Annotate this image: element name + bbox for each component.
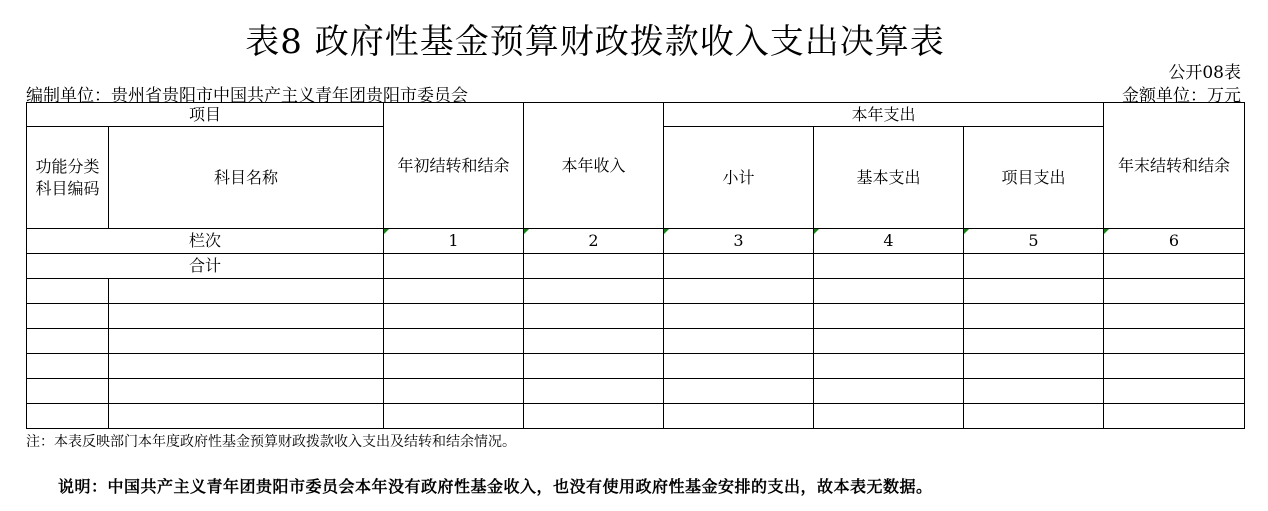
table-cell <box>109 354 384 379</box>
table-cell <box>814 379 964 404</box>
table-cell <box>384 379 524 404</box>
table-row <box>27 329 1245 354</box>
header-income: 本年收入 <box>524 103 664 229</box>
header-basic-expense: 基本支出 <box>814 127 964 229</box>
table-cell <box>964 329 1104 354</box>
total-row <box>27 254 1245 279</box>
table-cell <box>1104 279 1245 304</box>
table-cell <box>524 254 664 279</box>
table-cell <box>384 354 524 379</box>
row-index-cell: 6 <box>1104 229 1245 254</box>
table-cell <box>384 254 524 279</box>
table-cell <box>664 404 814 429</box>
table-cell <box>109 379 384 404</box>
table-cell <box>109 329 384 354</box>
table-cell <box>1104 379 1245 404</box>
table-cell <box>109 404 384 429</box>
table-cell <box>664 354 814 379</box>
header-func-code: 功能分类科目编码 <box>27 127 109 229</box>
table-cell <box>524 354 664 379</box>
table-cell <box>384 279 524 304</box>
row-index-cell: 1 <box>384 229 524 254</box>
table-cell <box>524 329 664 354</box>
table-cell <box>964 279 1104 304</box>
table-cell <box>1104 329 1245 354</box>
table-cell <box>27 304 109 329</box>
table-row <box>27 404 1245 429</box>
row-index-cell: 2 <box>524 229 664 254</box>
page-title: 表8 政府性基金预算财政拨款收入支出决算表 <box>245 22 945 62</box>
table-cell <box>964 404 1104 429</box>
row-index <box>27 229 1245 254</box>
table-cell <box>109 304 384 329</box>
table-cell <box>384 404 524 429</box>
table-cell <box>664 329 814 354</box>
table-cell <box>1104 254 1245 279</box>
amount-unit: 金额单位：万元 <box>1122 86 1241 106</box>
table-row <box>27 379 1245 404</box>
table-cell <box>964 254 1104 279</box>
compiling-unit: 编制单位：贵州省贵阳市中国共产主义青年团贵阳市委员会 <box>26 86 468 106</box>
table-cell <box>814 279 964 304</box>
header-expense-group: 本年支出 <box>664 103 1104 127</box>
table-cell <box>384 304 524 329</box>
total-label: 合计 <box>27 254 384 279</box>
table-cell <box>1104 304 1245 329</box>
table-cell <box>524 379 664 404</box>
table-row <box>27 304 1245 329</box>
explanation-text: 说明：中国共产主义青年团贵阳市委员会本年没有政府性基金收入，也没有使用政府性基金安排的支出，故本表无数据。 <box>58 477 933 496</box>
table-cell <box>814 329 964 354</box>
budget-table <box>26 102 1245 429</box>
table-cell <box>27 354 109 379</box>
table-cell <box>27 329 109 354</box>
header-subtotal: 小计 <box>664 127 814 229</box>
table-note: 注：本表反映部门本年度政府性基金预算财政拨款收入支出及结转和结余情况。 <box>26 434 516 450</box>
table-cell <box>814 254 964 279</box>
header-end-balance: 年末结转和结余 <box>1104 103 1245 229</box>
table-cell <box>964 354 1104 379</box>
table-cell <box>1104 404 1245 429</box>
header-project-expense: 项目支出 <box>964 127 1104 229</box>
table-cell <box>964 304 1104 329</box>
table-cell <box>814 354 964 379</box>
table-row <box>27 279 1245 304</box>
table-cell <box>664 304 814 329</box>
table-cell <box>524 304 664 329</box>
table-cell <box>384 329 524 354</box>
table-cell <box>524 404 664 429</box>
form-number: 公开08表 <box>1168 63 1241 83</box>
table-cell <box>814 304 964 329</box>
row-index-cell: 4 <box>814 229 964 254</box>
header-item: 项目 <box>27 103 384 127</box>
table-cell <box>664 254 814 279</box>
row-index-cell: 5 <box>964 229 1104 254</box>
table-cell <box>109 279 384 304</box>
row-index-cell: 3 <box>664 229 814 254</box>
row-index-label: 栏次 <box>27 229 384 254</box>
table-cell <box>27 404 109 429</box>
table-cell <box>664 279 814 304</box>
header-subject-name: 科目名称 <box>109 127 384 229</box>
table-cell <box>27 379 109 404</box>
header-begin-balance: 年初结转和结余 <box>384 103 524 229</box>
table-cell <box>27 279 109 304</box>
table-cell <box>814 404 964 429</box>
table-cell <box>964 379 1104 404</box>
table-cell <box>664 379 814 404</box>
table-cell <box>1104 354 1245 379</box>
table-cell <box>524 279 664 304</box>
table-row <box>27 354 1245 379</box>
